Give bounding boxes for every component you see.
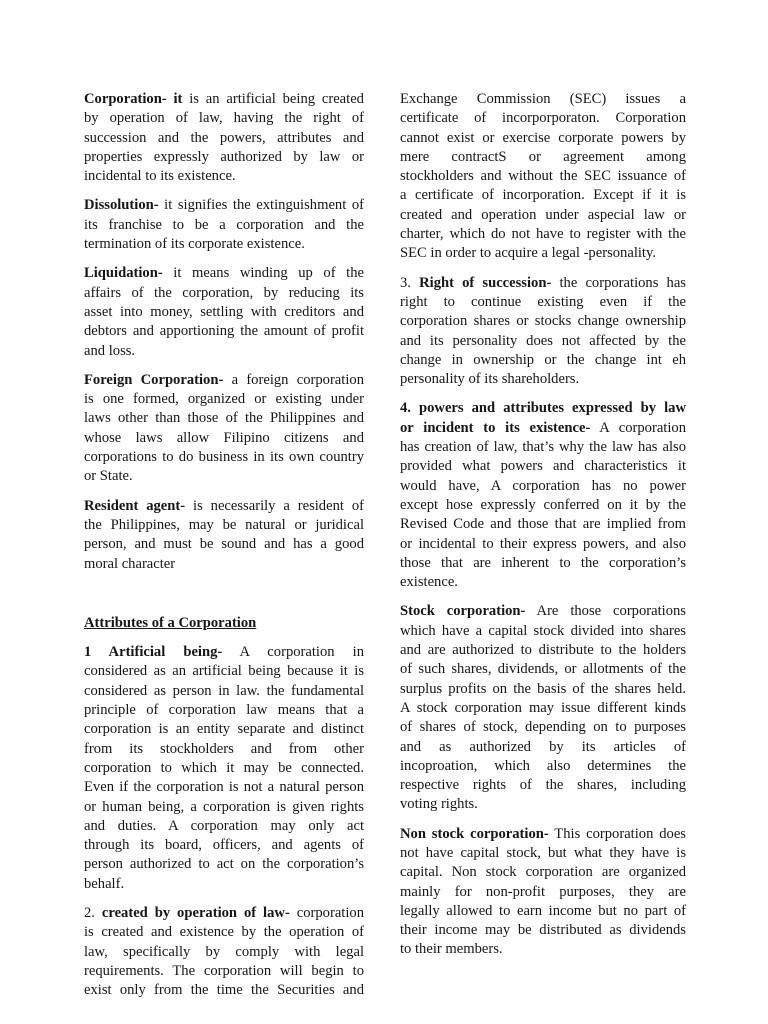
text-run: except hose expressly conferred on it by the	[400, 496, 686, 513]
text-line	[84, 216, 364, 235]
text-run: voting rights.	[400, 796, 478, 813]
text-line	[84, 682, 364, 701]
text-run: termination of its corporate existence.	[84, 236, 305, 253]
defined-term: Non stock corporation-	[400, 825, 549, 842]
right-paragraph-list	[400, 90, 686, 970]
right-column	[400, 90, 686, 970]
text-line	[400, 109, 686, 128]
text-run: laws other than those of the Philippines and	[84, 410, 364, 427]
text-run: provided what powers and characteristics it	[400, 458, 686, 475]
text-run: mere contractS or agreement among	[400, 148, 686, 165]
text-run: which have a capital stock divided into shares	[400, 622, 686, 639]
text-line	[84, 778, 364, 797]
text-run: of such shares, dividends, or allotments of the	[400, 661, 686, 678]
text-run: and are authorized to distribute to the holders	[400, 642, 686, 659]
text-line	[400, 370, 686, 389]
text-line	[400, 795, 686, 814]
text-run: of shares of stock, depending on to purposes	[400, 719, 686, 736]
text-run: or State.	[84, 468, 133, 485]
text-line	[400, 699, 686, 718]
text-line	[84, 759, 364, 778]
text-run: their income may be distributed as dividends	[400, 922, 686, 939]
paragraph	[84, 497, 364, 574]
text-line	[400, 660, 686, 679]
text-line	[400, 515, 686, 534]
text-line	[400, 90, 686, 109]
text-line	[84, 817, 364, 836]
text-run: those that are inherent to the corporation’s	[400, 554, 686, 571]
defined-term: Dissolution-	[84, 197, 159, 214]
text-line	[84, 662, 364, 681]
text-line	[84, 497, 364, 516]
text-line	[400, 776, 686, 795]
text-run: and loss.	[84, 342, 136, 359]
text-run: the Philippines, may be natural or juridical	[84, 516, 364, 533]
text-run: and as authorized by its articles of	[400, 738, 686, 755]
text-line	[84, 798, 364, 817]
text-run: the corporations has	[551, 274, 686, 291]
paragraph	[400, 274, 686, 390]
text-run: succession and the powers, attributes and	[84, 129, 364, 146]
text-run: whose laws allow Filipino citizens and	[84, 429, 364, 446]
text-line	[400, 641, 686, 660]
text-run: and duties. A corporation may only act	[84, 817, 364, 834]
text-line	[400, 351, 686, 370]
text-run: existence.	[400, 574, 458, 591]
text-line	[400, 293, 686, 312]
text-line	[84, 371, 364, 390]
defined-term: 1 Artificial being-	[84, 644, 223, 661]
text-line	[400, 535, 686, 554]
text-run: Are those corporations	[525, 603, 686, 620]
text-line	[84, 923, 364, 942]
text-run: debtors and apportioning the amount of profit	[84, 323, 364, 340]
text-run: through its board, officers, and agents of	[84, 837, 364, 854]
text-run: its franchise to be a corporation and the	[84, 216, 364, 233]
text-line	[84, 167, 364, 186]
definitions-list	[84, 90, 364, 584]
text-line	[400, 757, 686, 776]
text-run: certificate of incorporporaton. Corporation	[400, 110, 686, 127]
text-run: corporations to do business in its own country	[84, 449, 364, 466]
text-run: or human being, a corporation is given rights	[84, 798, 364, 815]
text-line	[84, 836, 364, 855]
text-line	[400, 148, 686, 167]
text-run: 2.	[84, 904, 102, 921]
defined-term: Resident agent-	[84, 497, 186, 514]
text-line	[84, 467, 364, 486]
text-run: person, and must be sound and has a good	[84, 536, 364, 553]
text-run: respective rights of the shares, including	[400, 777, 686, 794]
text-line	[400, 419, 686, 438]
text-run: corporation is an entity separate and distinct	[84, 721, 364, 738]
text-run: person authorized to act on the corporation’s	[84, 856, 364, 873]
text-line	[84, 875, 364, 894]
defined-term: or incident to its existence-	[400, 419, 591, 436]
paragraph	[84, 196, 364, 254]
defined-term: Liquidation-	[84, 265, 163, 282]
paragraph	[84, 904, 364, 1000]
text-run: A stock corporation may issue different kinds	[400, 699, 686, 716]
text-line	[84, 448, 364, 467]
text-run: it signifies the extinguishment of	[158, 197, 364, 214]
text-line	[84, 196, 364, 215]
text-run: requirements. The corporation will begin to	[84, 962, 364, 979]
text-run: and its personality does not affected by the	[400, 332, 686, 349]
text-run: legally allowed to earn income but no part of	[400, 902, 686, 919]
text-run: by operation of law, having the right of	[84, 110, 364, 127]
text-line	[400, 332, 686, 351]
text-line	[84, 740, 364, 759]
text-run: would have, A corporation has no power	[400, 477, 686, 494]
text-run: it means winding up of the	[162, 265, 364, 282]
text-line	[84, 303, 364, 322]
text-run: created and operation under aspecial law or	[400, 206, 686, 223]
text-run: cannot exist or exercise corporate powers by	[400, 129, 686, 146]
text-run: has creation of law, that’s why the law has also	[400, 439, 686, 456]
text-run: exist only from the time the Securities and	[84, 982, 364, 999]
paragraph	[400, 825, 686, 960]
text-line	[400, 399, 686, 418]
paragraph	[84, 371, 364, 487]
text-run: properties expressly authorized by law or	[84, 148, 364, 165]
text-run: A corporation	[590, 419, 687, 436]
defined-term: Right of succession-	[419, 274, 552, 291]
text-line	[84, 516, 364, 535]
text-line	[400, 738, 686, 757]
paragraph	[84, 264, 364, 360]
paragraph	[400, 602, 686, 814]
left-column	[84, 90, 364, 1010]
paragraph	[400, 90, 686, 264]
text-run: change in ownership or the change int eh	[400, 351, 686, 368]
text-line	[400, 477, 686, 496]
text-line	[400, 921, 686, 940]
text-line	[400, 863, 686, 882]
text-line	[400, 312, 686, 331]
text-run: considered as an artificial being because it is	[84, 663, 364, 680]
text-run: This corporation does	[548, 825, 686, 842]
text-run: law, specifically by comply with legal	[84, 943, 364, 960]
text-line	[400, 186, 686, 205]
text-run: personality of its shareholders.	[400, 371, 580, 388]
defined-term: created by operation of law-	[101, 904, 290, 921]
text-run: moral character	[84, 555, 176, 572]
text-run: Even if the corporation is not a natural person	[84, 779, 364, 796]
paragraph	[400, 399, 686, 592]
text-run: is necessarily a resident of	[185, 497, 364, 514]
defined-term: Corporation- it	[84, 91, 183, 107]
text-run: surplus profits on the basis of the shares held.	[400, 680, 686, 697]
text-run: affairs of the corporation, by reducing its	[84, 284, 364, 301]
text-run: principle of corporation law means that a	[84, 702, 364, 719]
text-run: A corporation in	[222, 644, 364, 661]
text-run: 3.	[400, 274, 420, 291]
text-line	[84, 855, 364, 874]
text-line	[400, 844, 686, 863]
text-line	[84, 943, 364, 962]
text-run: mainly for non-profit purposes, they are	[400, 883, 686, 900]
text-line	[400, 573, 686, 592]
text-run: corporation to which it may be connected.	[84, 759, 364, 776]
text-line	[84, 235, 364, 254]
text-run: is an artificial being created	[182, 91, 364, 107]
text-line	[400, 622, 686, 641]
defined-term: Stock corporation-	[400, 603, 526, 620]
text-line	[84, 148, 364, 167]
text-line	[400, 225, 686, 244]
text-run: a certificate of incorporation. Except if it is	[400, 187, 686, 204]
text-run: is one formed, organized or existing under	[84, 391, 364, 408]
text-run: not have capital stock, but what they have is	[400, 844, 686, 861]
section-heading: Attributes of a Corporation	[84, 614, 257, 631]
text-line	[84, 962, 364, 981]
text-run: SEC in order to acquire a legal -personality.	[400, 245, 656, 262]
text-run: stockholders and without the SEC issuance of	[400, 168, 686, 185]
text-line	[84, 284, 364, 303]
text-line	[84, 555, 364, 574]
paragraph	[84, 90, 364, 186]
defined-term: 4. powers and attributes expressed by law	[400, 400, 686, 417]
text-run: asset into money, settling with creditors and	[84, 303, 364, 320]
text-line	[84, 109, 364, 128]
text-line	[84, 720, 364, 739]
text-line	[400, 902, 686, 921]
text-line	[84, 342, 364, 361]
text-run: right to continue existing even if the	[400, 293, 686, 310]
text-line	[400, 825, 686, 844]
text-run: behalf.	[84, 875, 125, 892]
text-line	[84, 904, 364, 923]
text-run: corporation	[289, 904, 365, 921]
text-run: a foreign corporation	[223, 371, 364, 388]
text-line	[400, 680, 686, 699]
text-line	[84, 129, 364, 148]
defined-term: Foreign Corporation-	[84, 371, 224, 388]
text-line	[84, 90, 364, 109]
text-line	[400, 602, 686, 621]
text-line	[400, 457, 686, 476]
text-line	[400, 883, 686, 902]
text-line	[400, 129, 686, 148]
text-run: capital. Non stock corporation are organized	[400, 864, 686, 881]
text-line	[84, 643, 364, 662]
text-run: is created and existence by the operation of	[84, 924, 364, 941]
text-line	[84, 390, 364, 409]
text-run: incidental to its existence.	[84, 168, 236, 185]
text-line	[400, 496, 686, 515]
text-line	[84, 322, 364, 341]
text-line	[400, 940, 686, 959]
text-run: considered as person in law. the fundamental	[84, 682, 364, 699]
text-run: to their members.	[400, 941, 503, 958]
paragraph	[84, 643, 364, 894]
attributes-list	[84, 643, 364, 1010]
text-line	[400, 244, 686, 263]
text-line	[400, 274, 686, 293]
text-line	[84, 429, 364, 448]
text-line	[400, 167, 686, 186]
text-line	[400, 718, 686, 737]
text-run: or incidental to their express powers, and also	[400, 535, 686, 552]
text-line	[84, 981, 364, 1000]
text-run: incoproation, which also determines the	[400, 757, 686, 774]
text-line	[84, 701, 364, 720]
text-line	[84, 409, 364, 428]
text-line	[84, 264, 364, 283]
text-line	[400, 438, 686, 457]
text-run: Revised Code and those that are implied from	[400, 516, 686, 533]
text-line	[400, 206, 686, 225]
text-run: from its stockholders and from other	[84, 740, 364, 757]
text-line	[84, 535, 364, 554]
text-line	[400, 554, 686, 573]
text-run: corporation shares or stocks change ownership	[400, 313, 686, 330]
text-run: Exchange Commission (SEC) issues a	[400, 91, 686, 107]
text-run: charter, which do not have to register with the	[400, 226, 686, 243]
